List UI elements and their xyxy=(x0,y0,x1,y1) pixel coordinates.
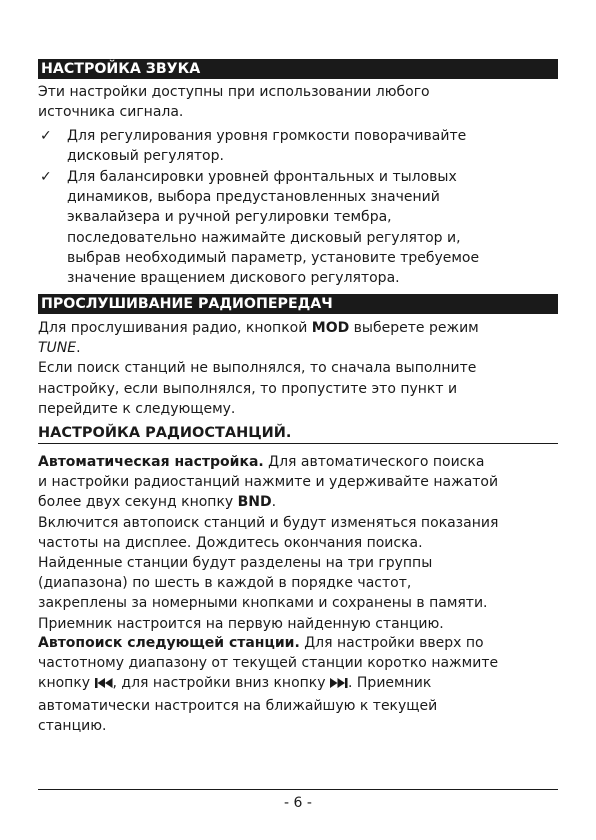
text-line: Если поиск станций не выполнялся, то сначала выполните xyxy=(38,360,477,377)
tune-mode-label: TUNE xyxy=(38,340,77,357)
text-line: и настройки радиостанций нажмите и удерживайте нажатой xyxy=(38,474,499,491)
text-line: закреплены за номерными кнопками и сохранены в памяти. xyxy=(38,595,488,612)
text-line: Для прослушивания радио, кнопкой MOD выберете режим xyxy=(38,320,479,336)
page-number: - 6 - xyxy=(284,795,312,811)
prev-track-icon xyxy=(95,675,113,695)
check-icon: ✓ xyxy=(40,169,52,185)
text-line: Найденные станции будут разделены на три группы xyxy=(38,555,433,572)
section-heading-sound: НАСТРОЙКА ЗВУКА xyxy=(38,59,558,79)
text-line: перейдите к следующему. xyxy=(38,400,236,417)
next-track-icon xyxy=(330,675,348,695)
bnd-key-label: BND xyxy=(237,494,272,511)
text-line: эквалайзера и ручной регулировки тембра, xyxy=(67,209,392,226)
next-station-title: Автопоиск следующей станции. xyxy=(38,635,300,651)
text-line: Включится автопоиск станций и будут изменяться показания xyxy=(38,514,499,531)
text-line: более двух секунд кнопку BND. xyxy=(38,494,277,511)
text-line: Для балансировки уровней фронтальных и тыловых xyxy=(67,169,457,185)
text-line: Автоматическая настройка. Для автоматического поиска xyxy=(38,454,485,470)
text-line: дисковый регулятор. xyxy=(67,148,224,165)
text-line: значение вращением дискового регулятора. xyxy=(67,270,400,287)
check-icon: ✓ xyxy=(40,128,52,144)
text-line: станцию. xyxy=(38,717,107,734)
section-heading-tuning: НАСТРОЙКА РАДИОСТАНЦИЙ. xyxy=(38,423,558,444)
text-line: последовательно нажимайте дисковый регулятор и, xyxy=(67,229,461,246)
next-station-paragraph xyxy=(38,633,558,736)
text-line: кнопку , для настройки вниз кнопку . Приемник xyxy=(38,673,558,695)
text-line: TUNE. xyxy=(38,340,81,357)
text-line: Эти настройки доступны при использовании любого xyxy=(38,84,430,100)
text-line: (диапазона) по шесть в каждой в порядке частот, xyxy=(38,575,412,592)
auto-tuning-title: Автоматическая настройка. xyxy=(38,454,264,470)
text-line: источника сигнала. xyxy=(38,104,184,121)
mod-key-label: MOD xyxy=(311,320,350,336)
section-heading-radio: ПРОСЛУШИВАНИЕ РАДИОПЕРЕДАЧ xyxy=(38,294,558,314)
footer-divider xyxy=(38,789,558,790)
text-line: Приемник настроится на первую найденную станцию. xyxy=(38,615,444,632)
text-line: частотному диапазону от текущей станции коротко нажмите xyxy=(38,655,499,672)
text-line: частоты на дисплее. Дождитесь окончания поиска. xyxy=(38,534,423,551)
sound-intro xyxy=(38,82,558,122)
auto-tuning-paragraph xyxy=(38,452,558,634)
text-line: Автопоиск следующей станции. Для настройки вверх по xyxy=(38,635,484,651)
text-line: Для регулирования уровня громкости поворачивайте xyxy=(67,128,467,144)
text-line: выбрав необходимый параметр, установите требуемое xyxy=(67,249,480,266)
text-line: настройку, если выполнялся, то пропустите это пункт и xyxy=(38,380,458,397)
radio-intro xyxy=(38,318,558,419)
text-line: динамиков, выбора предустановленных значений xyxy=(67,189,440,206)
text-line: автоматически настроится на ближайшую к текущей xyxy=(38,697,438,714)
